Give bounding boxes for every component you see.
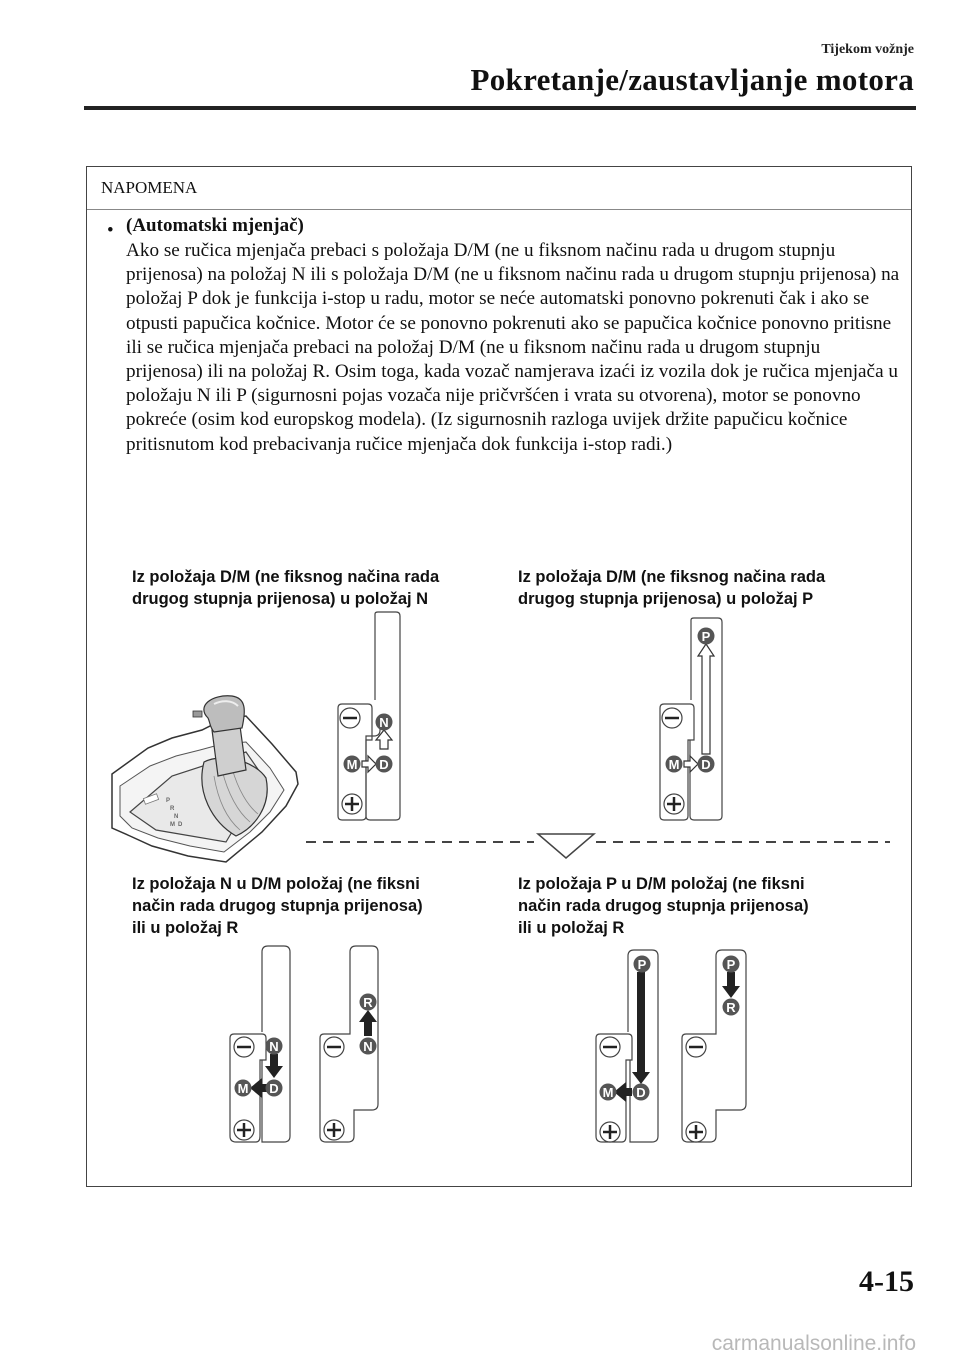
plate-label-r: R bbox=[170, 806, 175, 812]
gear-n-icon: N bbox=[363, 1039, 373, 1054]
gear-r-icon: R bbox=[363, 995, 373, 1010]
plate-label-d: D bbox=[178, 822, 183, 828]
gear-p-icon: P bbox=[701, 629, 711, 644]
gate-n-to-dm bbox=[230, 946, 290, 1142]
note-title: (Automatski mjenjač) bbox=[126, 215, 304, 236]
caption-dm-to-n: Iz položaja D/M (ne fiksnog načina rada drugog stupnja prijenosa) u položaj N bbox=[132, 568, 440, 608]
gear-n-icon: N bbox=[379, 715, 389, 730]
gate-n-to-r bbox=[320, 946, 378, 1142]
gear-shifter-illustration bbox=[112, 696, 298, 862]
gear-r-icon: R bbox=[726, 1000, 736, 1015]
gear-n-icon: N bbox=[269, 1039, 279, 1054]
note-label: NAPOMENA bbox=[101, 178, 198, 197]
caption-dm-to-p: Iz položaja D/M (ne fiksnog načina rada drugog stupnja prijenosa) u položaj P bbox=[518, 568, 826, 608]
gear-p-icon: P bbox=[726, 957, 736, 972]
note-body: Ako se ručica mjenjača prebaci s položaja D/M (ne u fiksnom načinu rada u drugom stupnju prijenosa) na položaj N ili s položaja D/M (ne u fiksnom načinu rada u drugom stupnju prijenosa) na položaj P dok je funkcija i-stop u radu, motor se neće automatski ponovno pokrenuti čak i ako se otpusti papučica kočnice. Motor će se ponovno pokrenuti ako se papučica kočnice ponovno pritisne ili se ručica mjenjača prebaci na položaj D/M (ne u fiksnom načinu rada u drugom stupnju prijenosa) ili na položaj R. Osim toga, kada vozač namjerava izaći iz vozila dok je ručica mjenjača u položaju N ili P (sigurnosni pojas vozača nije pričvršćen i vrata su otvorena), motor se ponovno pokreće (osim kod europskog modela). (Iz sigurnosnih razloga uvijek držite papučicu kočnice pritisnutom kod prebacivanja ručice mjenjača dok funkcija i-stop radi.) bbox=[126, 240, 900, 455]
gear-p-icon: P bbox=[637, 957, 647, 972]
section-title: Tijekom vožnje bbox=[821, 42, 914, 57]
gear-d-icon: D bbox=[269, 1081, 279, 1096]
gear-d-icon: D bbox=[701, 757, 711, 772]
gear-d-icon: D bbox=[379, 757, 389, 772]
gate-p-to-dm bbox=[596, 950, 658, 1142]
gear-m-icon: M bbox=[668, 757, 680, 772]
gear-m-icon: M bbox=[602, 1085, 614, 1100]
plate-label-n: N bbox=[174, 814, 179, 820]
chapter-title: Pokretanje/zaustavljanje motora bbox=[470, 62, 914, 97]
plate-label-p: P bbox=[166, 798, 171, 804]
watermark: carmanualsonline.info bbox=[711, 1332, 916, 1355]
gate-dm-to-n bbox=[338, 612, 400, 820]
caption-n-to-dm-or-r: Iz položaja N u D/M položaj (ne fiksni način rada drugog stupnja prijenosa) ili u položaj R bbox=[132, 875, 423, 937]
divider-arrow bbox=[306, 834, 890, 858]
gate-p-to-r bbox=[682, 950, 746, 1142]
page-number: 4-15 bbox=[859, 1265, 914, 1298]
gate-dm-to-p bbox=[660, 618, 722, 820]
gear-m-icon: M bbox=[346, 757, 358, 772]
gear-d-icon: D bbox=[636, 1085, 646, 1100]
gear-m-icon: M bbox=[237, 1081, 249, 1096]
plate-label-m: M bbox=[170, 822, 175, 828]
caption-p-to-dm-or-r: Iz položaja P u D/M položaj (ne fiksni način rada drugog stupnja prijenosa) ili u položaj R bbox=[518, 875, 809, 937]
bullet-icon: • bbox=[107, 220, 114, 241]
